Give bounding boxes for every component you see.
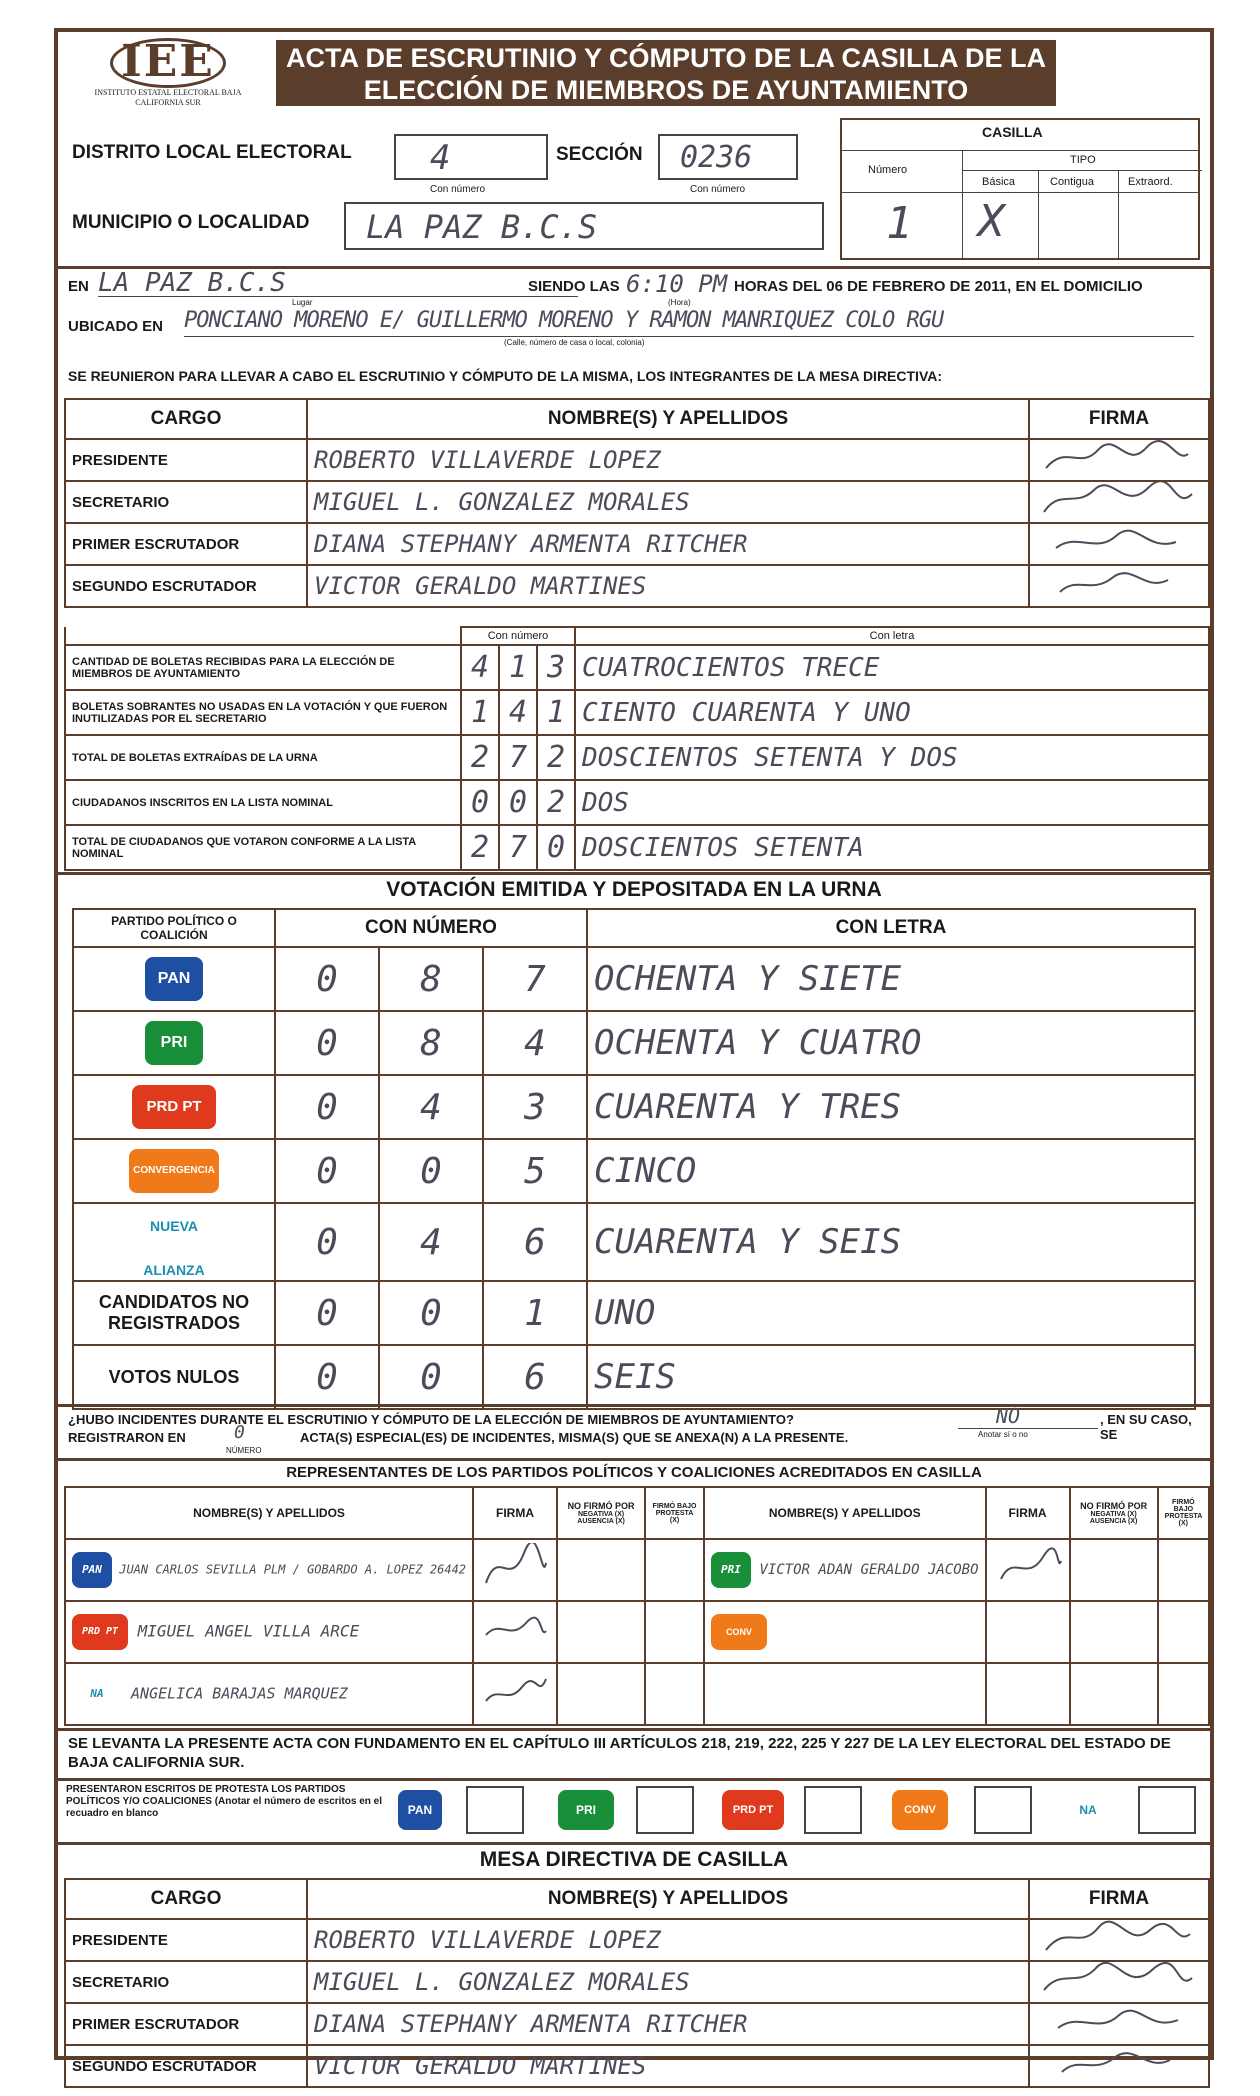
protesta-count-pri[interactable] [636,1786,694,1834]
signature-icon [1036,440,1196,476]
convergencia-logo-icon: CONV [892,1790,948,1830]
table-row [65,825,1209,870]
no-firmo-cell[interactable] [557,1663,645,1725]
cargo-cell: SECRETARIO [65,481,307,523]
letra-cell[interactable]: OCHENTA Y CUATRO [587,1011,1195,1075]
acta-sheet [54,28,1214,2080]
digit-cell[interactable]: 8 [379,947,483,1011]
digit-cell[interactable]: 4 [461,645,499,690]
protesta-cell[interactable] [1158,1601,1209,1663]
votos-nulos-label: VOTOS NULOS [73,1345,275,1409]
letra-cell[interactable]: UNO [587,1281,1195,1345]
pan-logo-icon: PAN [398,1790,442,1830]
table-row [73,1203,1195,1281]
digit-cell[interactable]: 1 [461,690,499,735]
firma-cell[interactable] [1029,2045,1209,2087]
basica-label: Básica [982,176,1016,188]
table-row [73,1281,1195,1345]
en-su-caso-text: , EN SU CASO, SE [1100,1412,1192,1442]
firma-cell[interactable] [473,1539,557,1601]
protesta-count-convergencia[interactable] [974,1786,1032,1834]
no-registrados-label: CANDIDATOS NO REGISTRADOS [73,1281,275,1345]
digit-cell[interactable]: 7 [499,825,537,870]
firma-cell[interactable] [1029,439,1209,481]
table-row [65,780,1209,825]
pan-logo-icon: PAN [72,1552,112,1588]
table-row [65,1539,1209,1601]
digit-cell[interactable]: 0 [379,1139,483,1203]
cargo-cell: SEGUNDO ESCRUTADOR [65,2045,307,2087]
digit-cell[interactable]: 1 [483,1281,587,1345]
table-row [73,1075,1195,1139]
firma-cell[interactable] [1029,523,1209,565]
digit-cell[interactable]: 3 [537,645,575,690]
tipo-label: TIPO [1070,154,1096,166]
protesta-cell[interactable] [645,1601,704,1663]
municipio-label: MUNICIPIO O LOCALIDAD [72,212,310,233]
digit-cell[interactable]: 0 [461,780,499,825]
incidentes-question: ¿HUBO INCIDENTES DURANTE EL ESCRUTINIO Y CÓMPUTO DE LA ELECCIÓN DE MIEMBROS DE AYUNTAMIENTO? [68,1412,794,1427]
siendo-label: SIENDO LAS [528,278,620,295]
firma-cell[interactable] [986,1601,1070,1663]
title-line-2: ELECCIÓN DE MIEMBROS DE AYUNTAMIENTO [363,75,969,105]
incidentes-answer[interactable]: NO [996,1404,1021,1428]
pri-logo-icon: PRI [145,1021,203,1065]
nombre-cell[interactable]: VICTOR GERALDO MARTINES [307,2045,1029,2087]
nombre-cell[interactable]: MIGUEL L. GONZALEZ MORALES [307,1961,1029,2003]
hora-value: 6:10 PM [626,270,728,298]
signature-icon [1036,524,1196,560]
digit-cell[interactable]: 0 [275,1075,379,1139]
nombres-header: NOMBRE(S) Y APELLIDOS [307,399,1029,439]
digit-cell[interactable]: 7 [483,947,587,1011]
no-firmo-header: NO FIRMÓ POR NEGATIVA (X) AUSENCIA (X) [557,1487,645,1539]
signature-icon [480,1667,550,1717]
representantes-table [64,1486,1210,1726]
ubicado-value: PONCIANO MORENO E/ GUILLERMO MORENO Y RAMON MANRIQUEZ COLO RGU [184,308,944,333]
digit-cell[interactable]: 0 [275,1281,379,1345]
protesta-cell[interactable] [645,1539,704,1601]
digit-cell[interactable]: 0 [275,1203,379,1281]
pan-logo-icon: PAN [145,957,203,1001]
firma-cell[interactable] [1029,2003,1209,2045]
nueva-alianza-logo-icon: NA [72,1676,122,1712]
table-row [65,1919,1209,1961]
letra-cell[interactable]: OCHENTA Y SIETE [587,947,1195,1011]
nombres-header: NOMBRE(S) Y APELLIDOS [704,1487,986,1539]
firma-cell[interactable] [473,1663,557,1725]
votacion-table [72,908,1196,1410]
table-row [65,2045,1209,2087]
iee-logo [88,38,248,128]
conteo-label: CIUDADANOS INSCRITOS EN LA LISTA NOMINAL [65,780,461,825]
distrito-label: DISTRITO LOCAL ELECTORAL [72,142,352,163]
digit-cell[interactable]: 1 [537,690,575,735]
table-row [65,1601,1209,1663]
seccion-con-numero: Con número [690,184,746,195]
signature-icon [993,1543,1063,1593]
table-row [65,439,1209,481]
digit-cell[interactable]: 0 [275,1345,379,1409]
casilla-numero-value: 1 [886,198,913,249]
nombres-header: NOMBRE(S) Y APELLIDOS [307,1879,1029,1919]
firma-cell[interactable] [986,1539,1070,1601]
representante-nombre[interactable]: ANGELICA BARAJAS MARQUEZ [131,1684,348,1703]
cargo-cell: PRIMER ESCRUTADOR [65,2003,307,2045]
table-row [65,690,1209,735]
document-title [276,40,1056,106]
partido-header: PARTIDO POLÍTICO O COALICIÓN [73,909,275,947]
prd-pt-logo-icon: PRD PT [132,1085,216,1129]
signature-icon [480,1605,550,1655]
digit-cell[interactable]: 4 [379,1075,483,1139]
digit-cell[interactable]: 6 [483,1345,587,1409]
con-letra-header: CON LETRA [587,909,1195,947]
en-value: LA PAZ B.C.S [98,268,286,298]
actas-text: ACTA(S) ESPECIAL(ES) DE INCIDENTES, MISMA(S) QUE SE ANEXA(N) A LA PRESENTE. [300,1430,849,1445]
pri-logo-icon: PRI [558,1790,614,1830]
nombre-cell[interactable]: DIANA STEPHANY ARMENTA RITCHER [307,2003,1029,2045]
nombre-cell[interactable]: ROBERTO VILLAVERDE LOPEZ [307,439,1029,481]
digit-cell[interactable]: 0 [379,1345,483,1409]
convergencia-logo-icon: CONV [711,1614,767,1650]
votacion-title: VOTACIÓN EMITIDA Y DEPOSITADA EN LA URNA [386,878,882,901]
casilla-box [840,118,1200,260]
letra-cell[interactable]: CIENTO CUARENTA Y UNO [575,690,1209,735]
table-row [65,481,1209,523]
digit-cell[interactable]: 0 [379,1281,483,1345]
seccion-label: SECCIÓN [556,144,643,165]
signature-icon [480,1543,550,1593]
table-row [65,1961,1209,2003]
cargo-header: CARGO [65,1879,307,1919]
conteo-label: CANTIDAD DE BOLETAS RECIBIDAS PARA LA ELECCIÓN DE MIEMBROS DE AYUNTAMIENTO [65,645,461,690]
no-firmo-cell[interactable] [557,1539,645,1601]
firma-cell[interactable] [1029,481,1209,523]
seccion-value: 0236 [680,140,753,175]
representante-nombre[interactable]: MIGUEL ANGEL VILLA ARCE [137,1621,360,1641]
conteo-label: TOTAL DE CIUDADANOS QUE VOTARON CONFORME A LA LISTA NOMINAL [65,825,461,870]
protesta-cell[interactable] [1158,1539,1209,1601]
signature-icon [1036,482,1196,518]
digit-cell[interactable]: 0 [275,1011,379,1075]
digit-cell[interactable]: 0 [275,1139,379,1203]
firma-header: FIRMA [986,1487,1070,1539]
digit-cell[interactable]: 4 [379,1203,483,1281]
no-firmo-cell[interactable] [557,1601,645,1663]
digit-cell[interactable]: 0 [275,947,379,1011]
signature-icon [1036,1920,1196,1956]
protesta-count-prd-pt[interactable] [804,1786,862,1834]
protesta-count-pan[interactable] [466,1786,524,1834]
digit-cell[interactable]: 1 [499,645,537,690]
conteo-label: BOLETAS SOBRANTES NO USADAS EN LA VOTACIÓN Y QUE FUERON INUTILIZADAS POR EL SECRETARIO [65,690,461,735]
cargo-cell: PRIMER ESCRUTADOR [65,523,307,565]
calle-note: (Calle, número de casa o local, colonia) [504,338,645,347]
numero-note: NÚMERO [226,1446,262,1455]
digit-cell[interactable]: 4 [483,1011,587,1075]
letra-cell[interactable]: CUATROCIENTOS TRECE [575,645,1209,690]
title-line-1: ACTA DE ESCRUTINIO Y CÓMPUTO DE LA CASILLA DE LA [285,43,1047,73]
letra-cell[interactable]: DOS [575,780,1209,825]
nombre-cell[interactable]: VICTOR GERALDO MARTINES [307,565,1029,607]
incidentes-num[interactable]: 0 [234,1422,245,1443]
cargo-cell: PRESIDENTE [65,439,307,481]
table-row [65,1663,1209,1725]
distrito-con-numero: Con número [430,184,486,195]
municipio-field[interactable] [344,202,824,250]
no-firmo-header: NO FIRMÓ POR NEGATIVA (X) AUSENCIA (X) [1070,1487,1158,1539]
firma-header: FIRMA [1029,1879,1209,1919]
distrito-field[interactable] [394,134,548,180]
signature-icon [1036,1962,1196,1998]
representantes-title: REPRESENTANTES DE LOS PARTIDOS POLÍTICOS Y COALICIONES ACREDITADOS EN CASILLA [286,1464,982,1481]
cargo-cell: SECRETARIO [65,1961,307,2003]
hora-note: (Hora) [668,298,691,307]
nombre-cell[interactable]: MIGUEL L. GONZALEZ MORALES [307,481,1029,523]
nombres-header: NOMBRE(S) Y APELLIDOS [65,1487,473,1539]
con-numero-header: Con número [461,627,575,645]
protesta-header: FIRMÓ BAJO PROTESTA (X) [645,1487,704,1539]
signature-icon [1036,2004,1196,2040]
firma-cell[interactable] [1029,1961,1209,2003]
protesta-count-nueva-alianza[interactable] [1138,1786,1196,1834]
con-letra-header: Con letra [575,627,1209,645]
cargo-cell: SEGUNDO ESCRUTADOR [65,565,307,607]
seccion-field[interactable] [658,134,798,180]
letra-cell[interactable]: CUARENTA Y SEIS [587,1203,1195,1281]
iee-logo-mark: IEE [110,38,226,88]
digit-cell[interactable]: 2 [537,735,575,780]
pri-logo-icon: PRI [711,1552,751,1588]
en-label: EN [68,278,89,295]
no-firmo-cell[interactable] [1070,1539,1158,1601]
nueva-alianza-logo-icon: NUEVA ALIANZA [119,1204,229,1248]
mesa2-title: MESA DIRECTIVA DE CASILLA [479,1848,789,1871]
digit-cell[interactable]: 2 [461,735,499,780]
municipio-value: LA PAZ B.C.S [366,208,598,246]
protesta-header: FIRMÓ BAJO PROTESTA (X) [1158,1487,1209,1539]
mesa-directiva-table-2 [64,1878,1210,2088]
distrito-value: 4 [430,138,451,178]
casilla-label: CASILLA [982,124,1043,140]
digit-cell[interactable]: 2 [537,780,575,825]
digit-cell[interactable]: 2 [461,825,499,870]
letra-cell[interactable]: SEIS [587,1345,1195,1409]
firma-header: FIRMA [1029,399,1209,439]
registraron-text: REGISTRARON EN [68,1430,186,1445]
lugar-note: Lugar [292,298,313,307]
table-row [65,645,1209,690]
digit-cell[interactable]: 7 [499,735,537,780]
representante-nombre[interactable]: VICTOR ADAN GERALDO JACOBO [759,1562,979,1578]
conteo-label: TOTAL DE BOLETAS EXTRAÍDAS DE LA URNA [65,735,461,780]
mesa-directiva-table-1 [64,398,1210,608]
table-row [73,1139,1195,1203]
table-row [65,565,1209,607]
iee-logo-subtitle: INSTITUTO ESTATAL ELECTORAL BAJA CALIFORNIA SUR [94,88,242,107]
cargo-cell: PRESIDENTE [65,1919,307,1961]
extraord-label: Extraord. [1128,176,1173,188]
conteo-table [64,626,1210,871]
letra-cell[interactable]: CINCO [587,1139,1195,1203]
casilla-basica-mark[interactable]: X [978,196,1005,247]
digit-cell[interactable]: 6 [483,1203,587,1281]
con-numero-header: CON NÚMERO [275,909,587,947]
convergencia-logo-icon: CONVERGENCIA [129,1149,219,1193]
ubicado-label: UBICADO EN [68,318,164,335]
table-row [65,523,1209,565]
protesta-cell[interactable] [645,1663,704,1725]
table-row [65,2003,1209,2045]
firma-header: FIRMA [473,1487,557,1539]
prd-pt-logo-icon: PRD PT [722,1790,784,1830]
digit-cell[interactable]: 3 [483,1075,587,1139]
signature-icon [1036,566,1196,602]
firma-cell[interactable] [1029,1919,1209,1961]
numero-label: Número [868,164,908,176]
protesta-text: PRESENTARON ESCRITOS DE PROTESTA LOS PARTIDOS POLÍTICOS Y/O COALICIONES (Anotar el número de escritos en el recuadro en blanco [66,1784,382,1819]
table-row [73,947,1195,1011]
letra-cell[interactable]: DOSCIENTOS SETENTA [575,825,1209,870]
horas-text: HORAS DEL 06 DE FEBRERO DE 2011, EN EL DOMICILIO [734,278,1143,295]
signature-icon [1036,2046,1196,2082]
anotar-note: Anotar sí o no [978,1430,1028,1439]
contigua-label: Contigua [1050,176,1095,188]
reunieron-text: SE REUNIERON PARA LLEVAR A CABO EL ESCRUTINIO Y CÓMPUTO DE LA MISMA, LOS INTEGRANTES DE LA MESA DIRECTIVA: [68,368,943,384]
letra-cell[interactable]: DOSCIENTOS SETENTA Y DOS [575,735,1209,780]
nombre-cell[interactable]: ROBERTO VILLAVERDE LOPEZ [307,1919,1029,1961]
fundamento-text: SE LEVANTA LA PRESENTE ACTA CON FUNDAMENTO EN EL CAPÍTULO III ARTÍCULOS 218, 219, 222, 225 Y 227 DE LA LEY ELECTORAL DEL ESTADO DE BAJA CALIFORNIA SUR. [68,1735,1171,1771]
digit-cell[interactable]: 5 [483,1139,587,1203]
no-firmo-cell[interactable] [1070,1601,1158,1663]
representante-nombre[interactable]: JUAN CARLOS SEVILLA PLM / GOBARDO A. LOPEZ 26442 [119,1562,467,1577]
table-row [73,1011,1195,1075]
nueva-alianza-logo-icon: NA [1058,1790,1118,1830]
digit-cell[interactable]: 8 [379,1011,483,1075]
prd-pt-logo-icon: PRD PT [72,1614,128,1650]
digit-cell[interactable]: 0 [537,825,575,870]
firma-cell[interactable] [1029,565,1209,607]
nombre-cell[interactable]: DIANA STEPHANY ARMENTA RITCHER [307,523,1029,565]
digit-cell[interactable]: 0 [499,780,537,825]
firma-cell[interactable] [473,1601,557,1663]
table-row [65,735,1209,780]
digit-cell[interactable]: 4 [499,690,537,735]
letra-cell[interactable]: CUARENTA Y TRES [587,1075,1195,1139]
cargo-header: CARGO [65,399,307,439]
table-row [73,1345,1195,1409]
